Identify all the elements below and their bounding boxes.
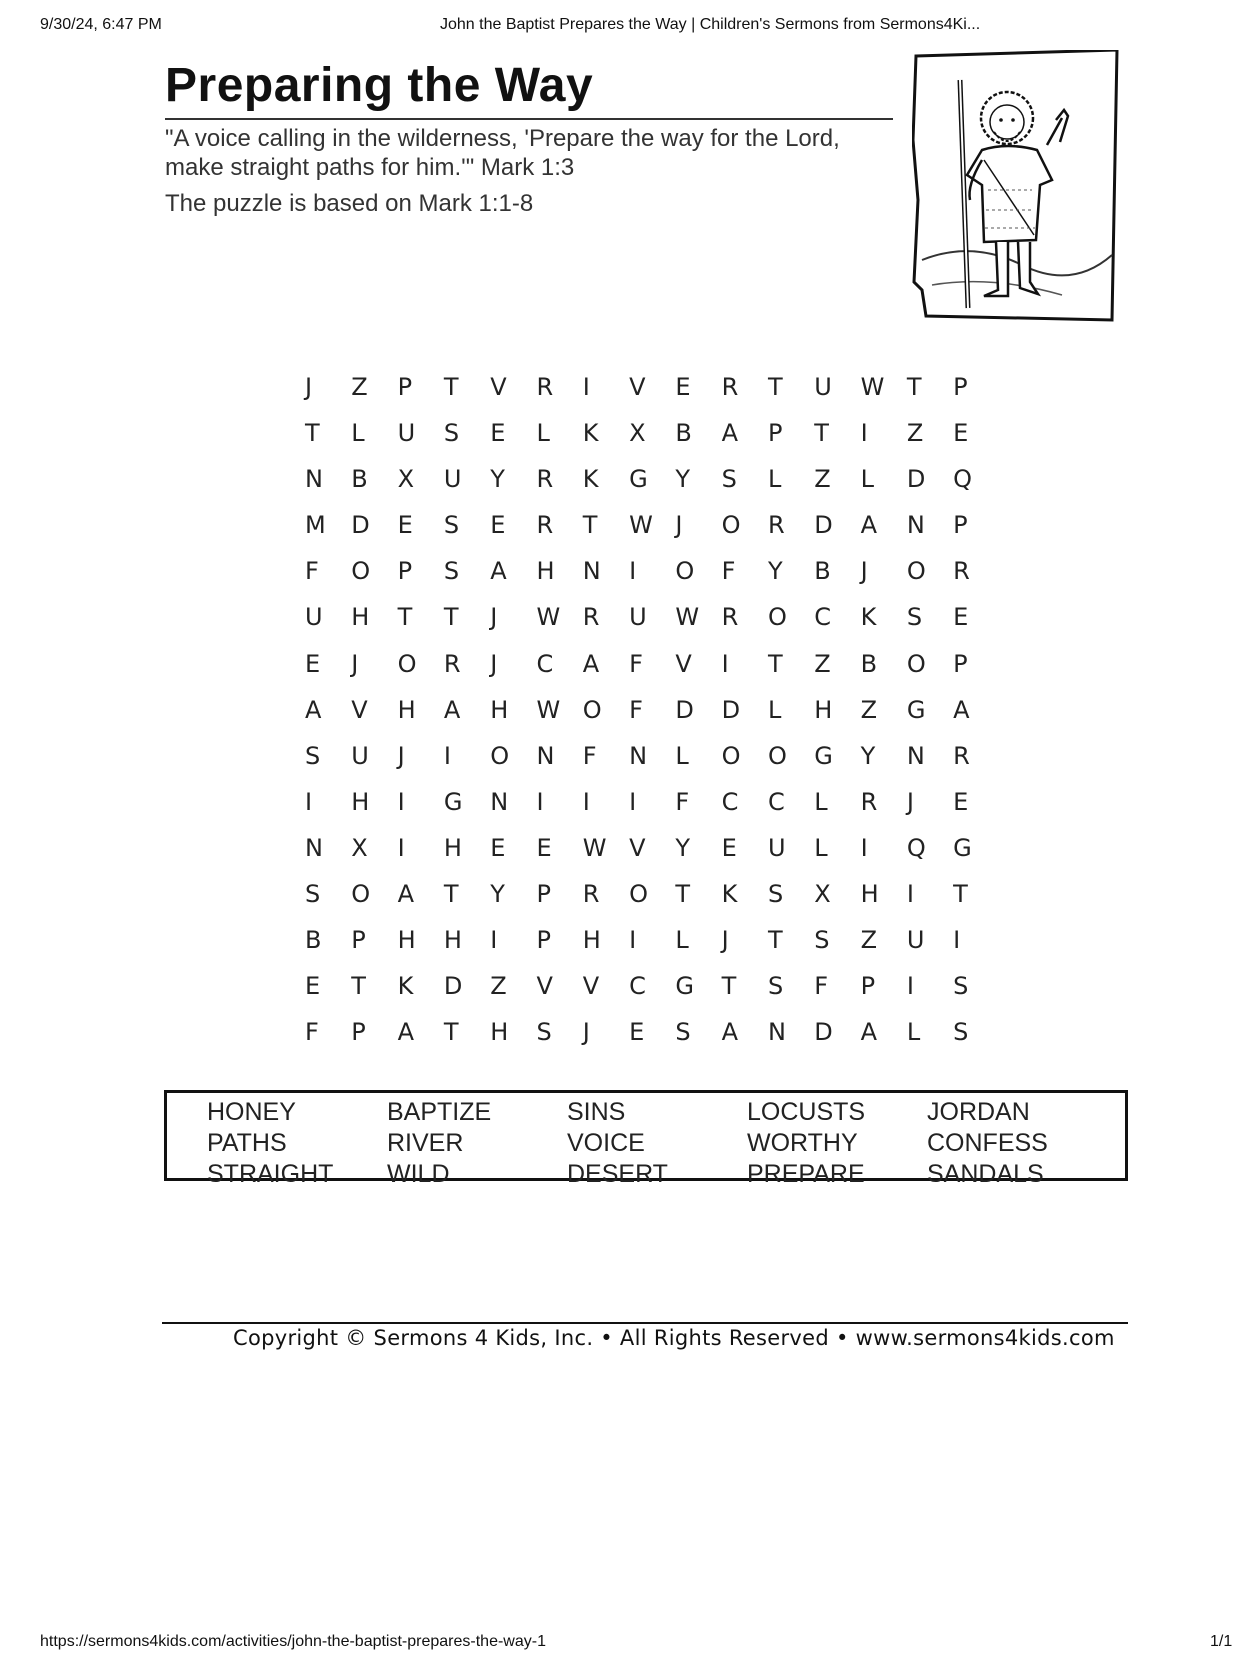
grid-row — [305, 879, 999, 925]
grid-letter[interactable]: V — [351, 695, 368, 724]
grid-letter[interactable]: G — [906, 695, 926, 724]
grid-letter[interactable]: T — [953, 880, 968, 909]
grid-row — [305, 833, 999, 879]
grid-letter[interactable]: I — [397, 787, 405, 816]
grid-letter[interactable]: D — [814, 511, 833, 540]
grid-letter[interactable]: F — [675, 787, 690, 816]
grid-letter[interactable]: Q — [953, 465, 973, 494]
print-datetime: 9/30/24, 6:47 PM — [40, 16, 162, 33]
grid-letter[interactable]: S — [443, 419, 460, 448]
grid-letter[interactable]: S — [814, 926, 830, 955]
grid-letter[interactable]: R — [582, 603, 600, 632]
grid-letter[interactable]: O — [675, 557, 695, 586]
grid-letter[interactable]: F — [305, 1018, 319, 1047]
grid-letter[interactable]: P — [351, 926, 366, 955]
grid-letter[interactable]: S — [305, 741, 321, 770]
grid-letter[interactable]: I — [860, 419, 868, 448]
grid-letter[interactable]: J — [351, 649, 359, 678]
grid-letter[interactable]: U — [397, 419, 416, 448]
grid-letter[interactable]: S — [443, 511, 460, 540]
grid-letter[interactable]: E — [490, 511, 506, 540]
grid-letter[interactable]: O — [906, 557, 926, 586]
grid-letter[interactable]: R — [582, 880, 600, 909]
grid-letter[interactable]: X — [629, 419, 646, 448]
grid-letter[interactable]: D — [721, 695, 741, 724]
grid-letter[interactable]: C — [767, 787, 785, 816]
grid-letter[interactable]: D — [675, 695, 694, 724]
grid-letter[interactable]: T — [675, 880, 691, 909]
grid-letter[interactable]: L — [906, 1018, 921, 1047]
grid-letter[interactable]: B — [351, 465, 368, 494]
grid-letter[interactable]: H — [443, 833, 462, 862]
grid-row — [305, 925, 999, 971]
grid-letter[interactable]: Q — [906, 833, 926, 862]
grid-letter[interactable]: H — [814, 695, 833, 724]
grid-letter[interactable]: A — [721, 1018, 739, 1047]
grid-letter[interactable]: O — [767, 603, 787, 632]
grid-letter[interactable]: T — [305, 419, 320, 448]
grid-letter[interactable]: A — [721, 419, 739, 448]
grid-letter[interactable]: U — [443, 465, 462, 494]
grid-letter[interactable]: F — [721, 557, 736, 586]
grid-letter[interactable]: O — [906, 649, 926, 678]
word-bank-word: WILD — [387, 1160, 450, 1188]
grid-letter[interactable]: U — [767, 833, 786, 862]
worksheet-title: Preparing the Way — [165, 59, 594, 112]
grid-letter[interactable]: E — [490, 833, 506, 862]
grid-letter[interactable]: P — [953, 649, 968, 678]
grid-letter[interactable]: F — [305, 557, 319, 586]
grid-letter[interactable]: P — [767, 419, 783, 448]
grid-letter[interactable]: Z — [906, 419, 924, 448]
grid-row — [305, 418, 999, 464]
grid-letter[interactable]: R — [443, 649, 461, 678]
grid-letter[interactable]: E — [675, 373, 691, 401]
grid-letter[interactable]: C — [536, 649, 554, 678]
grid-letter[interactable]: G — [675, 972, 694, 1001]
grid-letter[interactable]: U — [906, 926, 925, 955]
grid-letter[interactable]: D — [351, 511, 370, 540]
grid-letter[interactable]: T — [906, 373, 922, 401]
grid-letter[interactable]: I — [629, 926, 637, 955]
grid-letter[interactable]: K — [721, 880, 738, 909]
word-bank-word: JORDAN — [927, 1098, 1030, 1126]
grid-letter[interactable]: T — [443, 373, 459, 401]
grid-letter[interactable]: O — [721, 741, 741, 770]
grid-letter[interactable]: J — [305, 373, 313, 401]
grid-letter[interactable]: A — [397, 1018, 415, 1047]
grid-letter[interactable]: P — [953, 373, 968, 401]
word-bank-word: SINS — [567, 1098, 626, 1126]
grid-letter[interactable]: S — [767, 972, 784, 1001]
grid-letter[interactable]: Y — [675, 465, 691, 494]
grid-row — [305, 1017, 999, 1063]
grid-letter[interactable]: N — [582, 557, 601, 586]
word-bank-word: PREPARE — [747, 1160, 865, 1188]
grid-letter[interactable]: O — [629, 880, 648, 909]
grid-letter[interactable]: G — [814, 741, 833, 770]
grid-letter[interactable]: B — [675, 419, 692, 448]
grid-row — [305, 372, 999, 418]
grid-letter[interactable]: N — [629, 741, 648, 770]
grid-letter[interactable]: P — [397, 373, 413, 401]
grid-letter[interactable]: G — [629, 465, 648, 494]
print-page-number: 1/1 — [1210, 1633, 1233, 1650]
word-bank-word: WORTHY — [747, 1129, 858, 1157]
grid-letter[interactable]: S — [767, 880, 784, 909]
grid-letter[interactable]: T — [767, 926, 783, 955]
grid-letter[interactable]: O — [490, 741, 510, 770]
grid-letter[interactable]: S — [721, 465, 737, 494]
grid-letter[interactable]: R — [767, 511, 785, 540]
grid-letter[interactable]: T — [767, 649, 783, 678]
word-bank-column — [207, 1097, 333, 1190]
grid-letter[interactable]: R — [860, 787, 878, 816]
grid-letter[interactable]: A — [490, 557, 507, 586]
grid-letter[interactable]: I — [721, 649, 729, 678]
grid-letter[interactable]: P — [351, 1018, 366, 1047]
grid-letter[interactable]: V — [629, 373, 646, 401]
scripture-verse: "A voice calling in the wilderness, 'Prepare the way for the Lord, make straight paths for him.'" Mark 1:3 — [165, 125, 840, 181]
grid-letter[interactable]: R — [721, 603, 739, 632]
grid-letter[interactable]: L — [814, 833, 828, 862]
grid-letter[interactable]: I — [490, 926, 498, 955]
word-search-grid — [305, 372, 999, 1063]
grid-letter[interactable]: C — [814, 603, 832, 632]
grid-letter[interactable]: W — [629, 511, 653, 540]
grid-letter[interactable]: J — [860, 557, 868, 586]
grid-letter[interactable]: Y — [860, 741, 876, 770]
grid-letter[interactable]: H — [536, 557, 555, 586]
grid-letter[interactable]: T — [443, 603, 459, 632]
word-bank-column — [567, 1097, 668, 1190]
grid-letter[interactable]: E — [953, 419, 969, 448]
grid-letter[interactable]: C — [721, 787, 739, 816]
grid-letter[interactable]: Z — [860, 695, 878, 724]
grid-letter[interactable]: O — [351, 880, 371, 909]
grid-letter[interactable]: Y — [767, 557, 783, 586]
grid-letter[interactable]: W — [536, 603, 561, 632]
grid-letter[interactable]: J — [397, 741, 405, 770]
grid-letter[interactable]: S — [443, 557, 460, 586]
grid-letter[interactable]: N — [305, 833, 323, 862]
grid-letter[interactable]: M — [305, 511, 326, 540]
grid-letter[interactable]: D — [443, 972, 463, 1001]
grid-letter[interactable]: T — [443, 880, 459, 909]
grid-letter[interactable]: K — [397, 972, 414, 1001]
grid-letter[interactable]: E — [397, 511, 413, 540]
grid-letter[interactable]: J — [490, 649, 498, 678]
grid-row — [305, 695, 999, 741]
puzzle-basis: The puzzle is based on Mark 1:1-8 — [165, 190, 534, 217]
grid-letter[interactable]: Z — [814, 649, 831, 678]
grid-letter[interactable]: D — [906, 465, 926, 494]
grid-letter[interactable]: H — [582, 926, 601, 955]
title-divider — [165, 118, 893, 120]
grid-letter[interactable]: A — [443, 695, 461, 724]
grid-letter[interactable]: D — [814, 1018, 833, 1047]
grid-letter[interactable]: B — [814, 557, 831, 586]
grid-letter[interactable]: L — [814, 787, 828, 816]
grid-letter[interactable]: Y — [675, 833, 691, 862]
grid-letter[interactable]: P — [860, 972, 876, 1001]
grid-letter[interactable]: V — [582, 972, 600, 1001]
grid-letter[interactable]: W — [860, 373, 885, 401]
grid-letter[interactable]: S — [906, 603, 923, 632]
grid-letter[interactable]: X — [814, 880, 831, 909]
grid-letter[interactable]: N — [906, 511, 925, 540]
grid-letter[interactable]: R — [536, 511, 554, 540]
grid-letter[interactable]: T — [814, 419, 829, 448]
grid-letter[interactable]: I — [906, 972, 914, 1001]
grid-letter[interactable]: F — [814, 972, 829, 1001]
grid-letter[interactable]: T — [582, 511, 598, 540]
grid-letter[interactable]: C — [629, 972, 646, 1001]
grid-letter[interactable]: T — [767, 373, 783, 401]
grid-letter[interactable]: L — [767, 465, 782, 494]
grid-letter[interactable]: J — [675, 511, 683, 540]
grid-letter[interactable]: A — [305, 695, 322, 724]
grid-letter[interactable]: A — [860, 1018, 877, 1047]
word-bank-column — [927, 1097, 1048, 1190]
grid-letter[interactable]: O — [582, 695, 602, 724]
grid-letter[interactable]: I — [860, 833, 868, 862]
grid-letter[interactable]: I — [906, 880, 914, 909]
grid-letter[interactable]: I — [629, 557, 637, 586]
grid-letter[interactable]: R — [721, 373, 739, 401]
grid-letter[interactable]: X — [351, 833, 368, 862]
grid-letter[interactable]: R — [536, 465, 554, 494]
grid-letter[interactable]: Z — [490, 972, 507, 1001]
word-bank-word: HONEY — [207, 1098, 296, 1126]
grid-letter[interactable]: J — [490, 603, 498, 632]
grid-row — [305, 787, 999, 833]
grid-letter[interactable]: S — [953, 972, 969, 1001]
grid-letter[interactable]: Z — [860, 926, 878, 955]
copyright-notice: Copyright © Sermons 4 Kids, Inc. • All Rights Reserved • www.sermons4kids.com — [233, 1326, 1115, 1350]
grid-letter[interactable]: A — [953, 695, 970, 724]
grid-letter[interactable]: L — [351, 419, 365, 448]
grid-letter[interactable]: G — [443, 787, 463, 816]
grid-letter[interactable]: H — [397, 926, 416, 955]
grid-letter[interactable]: J — [582, 1018, 590, 1047]
grid-letter[interactable]: H — [443, 926, 462, 955]
grid-letter[interactable]: O — [397, 649, 417, 678]
grid-letter[interactable]: I — [582, 373, 590, 401]
print-url[interactable]: https://sermons4kids.com/activities/john-the-baptist-prepares-the-way-1 — [40, 1633, 546, 1650]
word-bank-column — [387, 1097, 491, 1190]
grid-row — [305, 649, 999, 695]
word-bank-word: DESERT — [567, 1160, 668, 1188]
grid-letter[interactable]: E — [305, 972, 321, 1001]
grid-letter[interactable]: A — [860, 511, 877, 540]
grid-letter[interactable]: O — [721, 511, 741, 540]
grid-letter[interactable]: E — [536, 833, 552, 862]
grid-letter[interactable]: L — [536, 419, 550, 448]
grid-letter[interactable]: L — [675, 926, 689, 955]
grid-letter[interactable]: P — [536, 880, 551, 909]
grid-letter[interactable]: N — [906, 741, 925, 770]
grid-row — [305, 602, 999, 648]
grid-letter[interactable]: E — [490, 419, 506, 448]
grid-letter[interactable]: H — [351, 787, 370, 816]
grid-letter[interactable]: A — [582, 649, 600, 678]
grid-letter[interactable]: H — [351, 603, 370, 632]
grid-letter[interactable]: X — [397, 465, 415, 494]
word-bank-word: LOCUSTS — [747, 1098, 866, 1126]
grid-letter[interactable]: I — [443, 741, 451, 770]
grid-row — [305, 971, 999, 1017]
grid-letter[interactable]: T — [397, 603, 413, 632]
grid-letter[interactable]: E — [953, 787, 969, 816]
grid-letter[interactable]: H — [490, 695, 509, 724]
grid-letter[interactable]: E — [629, 1018, 645, 1047]
word-bank-word: VOICE — [567, 1129, 645, 1157]
grid-letter[interactable]: J — [906, 787, 914, 816]
grid-letter[interactable]: E — [305, 649, 321, 678]
grid-letter[interactable]: V — [490, 373, 507, 401]
john-the-baptist-illustration — [912, 50, 1122, 324]
grid-row — [305, 510, 999, 556]
grid-letter[interactable]: K — [860, 603, 877, 632]
grid-row — [305, 556, 999, 602]
grid-letter[interactable]: U — [629, 603, 647, 632]
word-bank-word: STRAIGHT — [207, 1160, 334, 1188]
grid-letter[interactable]: I — [536, 787, 544, 816]
grid-letter[interactable]: I — [397, 833, 405, 862]
print-page-title: John the Baptist Prepares the Way | Children's Sermons from Sermons4Ki... — [440, 16, 981, 33]
grid-letter[interactable]: F — [582, 741, 597, 770]
grid-letter[interactable]: F — [629, 695, 643, 724]
grid-letter[interactable]: E — [953, 603, 969, 632]
grid-letter[interactable]: R — [536, 373, 554, 401]
grid-letter[interactable]: I — [629, 787, 637, 816]
word-bank-word: SANDALS — [927, 1160, 1044, 1188]
grid-letter[interactable]: S — [305, 880, 321, 909]
grid-letter[interactable]: T — [721, 972, 737, 1001]
grid-letter[interactable]: J — [721, 926, 729, 955]
grid-letter[interactable]: L — [675, 741, 689, 770]
grid-letter[interactable]: V — [675, 649, 692, 678]
grid-letter[interactable]: I — [582, 787, 590, 816]
grid-letter[interactable]: U — [351, 741, 369, 770]
grid-letter[interactable]: R — [953, 557, 970, 586]
grid-letter[interactable]: R — [953, 741, 970, 770]
footer-divider — [162, 1322, 1128, 1324]
grid-letter[interactable]: I — [953, 926, 961, 955]
grid-letter[interactable]: B — [305, 926, 322, 955]
grid-letter[interactable]: O — [351, 557, 371, 586]
grid-letter[interactable]: N — [490, 787, 509, 816]
grid-letter[interactable]: Z — [351, 373, 368, 401]
grid-letter[interactable]: P — [953, 511, 968, 540]
grid-letter[interactable]: H — [490, 1018, 509, 1047]
grid-letter[interactable]: S — [675, 1018, 691, 1047]
word-bank-word: RIVER — [387, 1129, 464, 1157]
grid-letter[interactable]: H — [860, 880, 879, 909]
grid-letter[interactable]: N — [536, 741, 555, 770]
grid-letter[interactable]: I — [305, 787, 313, 816]
grid-letter[interactable]: Y — [490, 465, 505, 494]
word-bank-column — [747, 1097, 865, 1190]
grid-letter[interactable]: S — [953, 1018, 969, 1047]
grid-letter[interactable]: E — [721, 833, 737, 862]
grid-row — [305, 741, 999, 787]
grid-letter[interactable]: A — [397, 880, 415, 909]
grid-letter[interactable]: Z — [814, 465, 831, 494]
grid-letter[interactable]: B — [860, 649, 878, 678]
grid-row — [305, 464, 999, 510]
grid-letter[interactable]: H — [397, 695, 416, 724]
word-bank-word: CONFESS — [927, 1129, 1048, 1157]
grid-letter[interactable]: N — [767, 1018, 786, 1047]
grid-letter[interactable]: F — [629, 649, 643, 678]
grid-letter[interactable]: T — [351, 972, 366, 1001]
grid-letter[interactable]: U — [814, 373, 832, 401]
word-bank-word: BAPTIZE — [387, 1098, 492, 1126]
grid-letter[interactable]: W — [536, 695, 561, 724]
grid-letter[interactable]: P — [397, 557, 413, 586]
grid-letter[interactable]: W — [675, 603, 700, 632]
grid-letter[interactable]: P — [536, 926, 551, 955]
grid-letter[interactable]: U — [305, 603, 323, 632]
grid-letter[interactable]: L — [767, 695, 782, 724]
grid-letter[interactable]: V — [629, 833, 646, 862]
grid-letter[interactable]: N — [305, 465, 323, 494]
word-bank-word: PATHS — [207, 1129, 287, 1157]
grid-letter[interactable]: G — [953, 833, 972, 862]
grid-letter[interactable]: V — [536, 972, 553, 1001]
grid-letter[interactable]: O — [767, 741, 787, 770]
grid-letter[interactable]: T — [443, 1018, 459, 1047]
word-bank — [164, 1090, 1128, 1188]
grid-letter[interactable]: K — [582, 465, 599, 494]
grid-letter[interactable]: L — [860, 465, 874, 494]
grid-letter[interactable]: S — [536, 1018, 552, 1047]
grid-letter[interactable]: W — [582, 833, 607, 862]
grid-letter[interactable]: Y — [490, 880, 505, 909]
grid-letter[interactable]: K — [582, 419, 599, 448]
